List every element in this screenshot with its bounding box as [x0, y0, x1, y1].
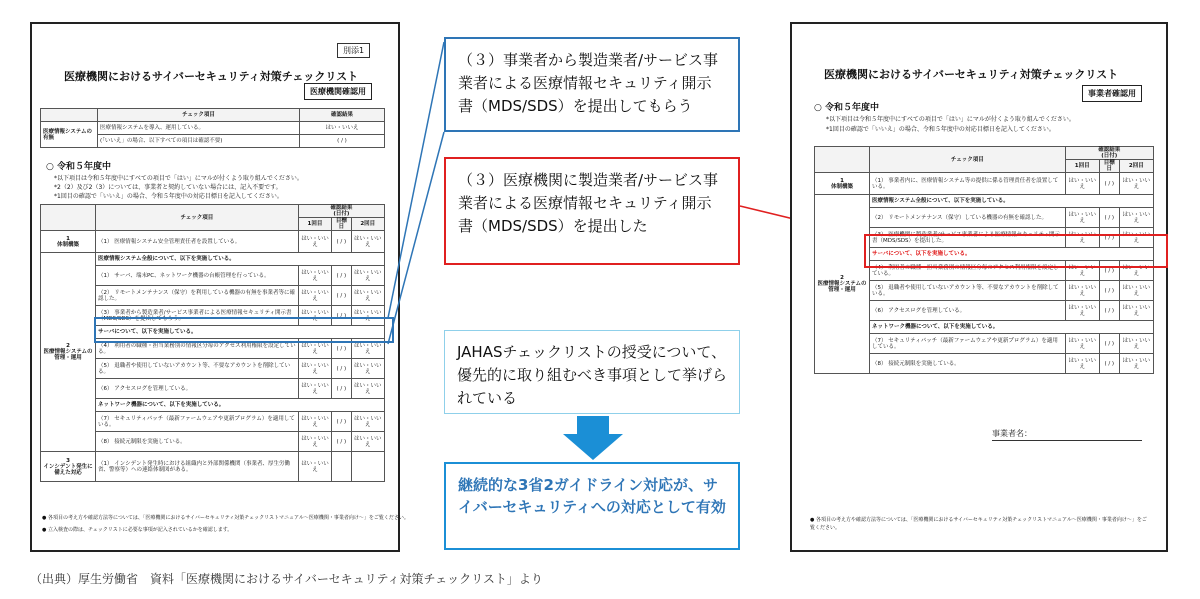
section-a: 医療情報システム全般について、以下を実施している。 [96, 253, 385, 266]
yes-no-choice: はい・いいえ [298, 379, 331, 399]
left-confirm-label: 医療機関確認用 [304, 83, 372, 100]
item-2-6: （6） アクセスログを管理している。 [870, 301, 1066, 321]
item-2-8: （8） 接続元制限を実施している。 [96, 432, 299, 452]
source-caption: （出典）厚生労働省 資料「医療機関におけるサイバーセキュリティ対策チェックリスト」より [30, 572, 543, 586]
item-2-3: （3） 医療機関に製造業者/サービス事業者による医療情報セキュリティ開示書（MDS/SDS）を提出した。 [870, 228, 1066, 248]
left-fy-heading: ○ 令和５年度中 [46, 162, 111, 172]
date-field: ( / ) [332, 359, 351, 379]
category-2: 2 医療情報システムの管理・運用 [815, 195, 870, 374]
section-b: サーバについて、以下を実施している。 [870, 248, 1154, 261]
date-field: ( / ) [332, 286, 351, 306]
category-1: 1 体制構築 [41, 231, 96, 253]
jahas-callout: JAHASチェックリストの授受について、優先的に取り組むべき事項として挙げられている [444, 330, 740, 414]
right-doc-title: 医療機関におけるサイバーセキュリティ対策チェックリスト [824, 68, 1119, 81]
item-2-7: （7） セキュリティパッチ（最新ファームウェアや更新プログラム）を適用している。 [96, 412, 299, 432]
date-field: ( / ) [1099, 354, 1119, 374]
item-2-2: （2） リモートメンテナンス（保守）を利用している機器の有無を事業者等に確認した。 [96, 286, 299, 306]
col-target: 目標日 [1099, 160, 1119, 173]
yes-no-choice: はい・いいえ [298, 432, 331, 452]
top-check-header: チェック項目 [98, 109, 300, 122]
result-header: 確認結果 [1098, 147, 1121, 153]
yes-no-choice: はい・いいえ [1119, 173, 1153, 195]
left-main-table [40, 204, 385, 482]
yes-no-choice: はい・いいえ [1065, 261, 1099, 281]
item-2-1: （1） サーバ、端末PC、ネットワーク機器の台帳管理を行っている。 [96, 266, 299, 286]
yes-no-choice: はい・いいえ [1119, 301, 1153, 321]
yes-no-choice: はい・いいえ [300, 122, 385, 135]
yes-no-choice: はい・いいえ [351, 412, 384, 432]
item-3-1: （1） インシデント発生時における組織内と外部関係機関（事業者、厚生労働省、警察等）への連絡体制図がある。 [96, 452, 299, 482]
yes-no-choice: はい・いいえ [298, 286, 331, 306]
yes-no-choice: はい・いいえ [298, 452, 331, 482]
left-footnote-1: ● 各項目の考え方や確認方法等については、「医療機関におけるサイバーセキュリティ対策チェックリストマニュアル～医療機関・事業者向け～」をご覧ください。 [42, 515, 409, 521]
right-highlight-box [864, 234, 1168, 268]
yes-no-choice: はい・いいえ [298, 359, 331, 379]
category-1: 1 体制構築 [815, 173, 870, 195]
section-a: 医療情報システム全般について、以下を実施している。 [870, 195, 1154, 208]
yes-no-choice: はい・いいえ [1065, 354, 1099, 374]
section-c: ネットワーク機器について、以下を実施している。 [870, 321, 1154, 334]
right-note-1: *以下項目は令和５年度中にすべての項目で「はい」にマルが付くよう取り組んでください。 [826, 116, 1075, 123]
item-1-1: （1） 事業者内に、医療情報システム等の提供に係る管理責任者を設置している。 [870, 173, 1066, 195]
item-2-4: （4） 利用者の職種・担当業務別の情報区分毎のアクセス利用権限を設定している。 [96, 339, 299, 359]
yes-no-choice: はい・いいえ [1119, 228, 1153, 248]
col-target: 目標日 [332, 218, 351, 231]
left-top-table [40, 108, 385, 148]
yes-no-choice: はい・いいえ [1119, 334, 1153, 354]
item-2-5: （5） 退職者や使用していないアカウント等、不要なアカウントを削除している。 [870, 281, 1066, 301]
left-note-1: *以下項目は令和５年度中にすべての項目で「はい」にマルが付くよう取り組んでください。 [54, 175, 303, 182]
category-3: 3 インシデント発生に備えた対応 [41, 452, 96, 482]
col-first: 1回目 [1065, 160, 1099, 173]
check-header: チェック項目 [870, 147, 1066, 173]
date-field: ( / ) [332, 432, 351, 452]
yes-no-choice: はい・いいえ [351, 359, 384, 379]
date-field: ( / ) [332, 339, 351, 359]
right-confirm-label: 事業者確認用 [1082, 85, 1142, 102]
top-row-text1: 医療情報システムを導入、運用している。 [98, 122, 300, 135]
col-second: 2回目 [351, 218, 384, 231]
yes-no-choice: はい・いいえ [298, 306, 331, 326]
blue-callout: （３）事業者から製造業者/サービス事業者による医療情報セキュリティ開示書（MDS/SDS）を提出してもらう [444, 37, 740, 132]
date-field: ( / ) [1099, 281, 1119, 301]
yes-no-choice: はい・いいえ [1119, 208, 1153, 228]
top-row-label: 医療情報システムの有無 [41, 122, 98, 148]
date-field: ( / ) [332, 306, 351, 326]
left-footnote-2: ● 立入検査の際は、チェックリストに必要な事項が記入されているかを確認します。 [42, 527, 233, 533]
col-second: 2回目 [1119, 160, 1153, 173]
left-checklist-document [30, 22, 409, 552]
item-2-8: （8） 接続元制限を実施している。 [870, 354, 1066, 374]
yes-no-choice: はい・いいえ [298, 339, 331, 359]
yes-no-choice: はい・いいえ [1065, 301, 1099, 321]
yes-no-choice: はい・いいえ [351, 432, 384, 452]
yes-no-choice: はい・いいえ [351, 266, 384, 286]
yes-no-choice: はい・いいえ [298, 412, 331, 432]
left-doc-title: 医療機関におけるサイバーセキュリティ対策チェックリスト [64, 70, 359, 83]
col-first: 1回目 [298, 218, 331, 231]
yes-no-choice: はい・いいえ [1065, 281, 1099, 301]
yes-no-choice: はい・いいえ [351, 286, 384, 306]
right-fy-heading: ○ 令和５年度中 [814, 103, 879, 113]
yes-no-choice: はい・いいえ [1065, 208, 1099, 228]
date-field: ( / ) [1099, 173, 1119, 195]
item-2-5: （5） 退職者や使用していないアカウント等、不要なアカウントを削除している。 [96, 359, 299, 379]
yes-no-choice: はい・いいえ [351, 306, 384, 326]
date-field: ( / ) [332, 412, 351, 432]
yes-no-choice: はい・いいえ [1119, 261, 1153, 281]
date-field: ( / ) [1099, 208, 1119, 228]
right-footnote: ● 各項目の考え方や確認方法等については、「医療機関におけるサイバーセキュリティ対策チェックリストマニュアル～医療機関・事業者向け～」をご覧ください。 [810, 517, 1147, 531]
section-c: ネットワーク機器について、以下を実施している。 [96, 399, 385, 412]
left-note-2: *2（2）及び2（3）については、事業者と契約していない場合には、記入不要です。 [54, 184, 282, 191]
item-2-6: （6） アクセスログを管理している。 [96, 379, 299, 399]
date-field: ( / ) [332, 379, 351, 399]
top-result-header: 確認結果 [300, 109, 385, 122]
date-field: ( / ) [1099, 301, 1119, 321]
date-field: ( / ) [332, 231, 351, 253]
yes-no-choice: はい・いいえ [1065, 228, 1099, 248]
date-field: ( / ) [300, 135, 385, 148]
item-1-1: （1） 医療情報システム安全管理責任者を設置している。 [96, 231, 299, 253]
yes-no-choice: はい・いいえ [1065, 173, 1099, 195]
vendor-name-label: 事業者名： [992, 429, 1032, 438]
yes-no-choice: はい・いいえ [351, 339, 384, 359]
result-callout: 継続的な3省2ガイドライン対応が、サイバーセキュリティへの対応として有効 [444, 462, 740, 550]
yes-no-choice: はい・いいえ [1065, 334, 1099, 354]
right-checklist-document [790, 22, 1168, 552]
date-field: ( / ) [332, 266, 351, 286]
yes-no-choice: はい・いいえ [1119, 354, 1153, 374]
yes-no-choice: はい・いいえ [351, 231, 384, 253]
item-2-2: （2） リモートメンテナンス（保守）している機器の有無を確認した。 [870, 208, 1066, 228]
date-sub-header: (日付) [333, 211, 350, 217]
date-field: ( / ) [1099, 334, 1119, 354]
yes-no-choice: はい・いいえ [298, 231, 331, 253]
date-field: ( / ) [1099, 261, 1119, 281]
date-sub-header: (日付) [1101, 153, 1118, 159]
yes-no-choice: はい・いいえ [351, 379, 384, 399]
left-highlight-box [94, 317, 394, 343]
check-header: チェック項目 [96, 205, 299, 231]
item-2-7: （7） セキュリティパッチ（最新ファームウェアや更新プログラム）を適用している。 [870, 334, 1066, 354]
category-2: 2 医療情報システムの管理・運用 [41, 253, 96, 452]
red-callout: （３）医療機関に製造業者/サービス事業者による医療情報セキュリティ開示書（MDS/SDS）を提出した [444, 157, 740, 265]
left-note-3: *1回目の確認で「いいえ」の場合、令和５年度中の対応目標日を記入してください。 [54, 193, 283, 200]
date-field: ( / ) [1099, 228, 1119, 248]
right-note-2: *1回目の確認で「いいえ」の場合、令和５年度中の対応目標日を記入してください。 [826, 126, 1055, 133]
section-b: サーバについて、以下を実施している。 [96, 326, 385, 339]
result-header: 確認結果 [330, 205, 353, 211]
attachment-label: 別添1 [337, 43, 370, 58]
item-2-4: （4） 利用者の職種・担当業務別の情報区分毎のアクセス利用権限を設定している。 [870, 261, 1066, 281]
yes-no-choice: はい・いいえ [298, 266, 331, 286]
item-2-3: （3） 事業者から製造業者/サービス事業者による医療情報セキュリティ開示書（MDS/SDS）を提出してもらう。 [96, 306, 299, 326]
vendor-name-line [992, 440, 1142, 441]
top-row-text2: (「いいえ」の場合、以下すべての項目は確認不要) [98, 135, 300, 148]
yes-no-choice: はい・いいえ [1119, 281, 1153, 301]
down-arrow-icon [563, 416, 623, 460]
